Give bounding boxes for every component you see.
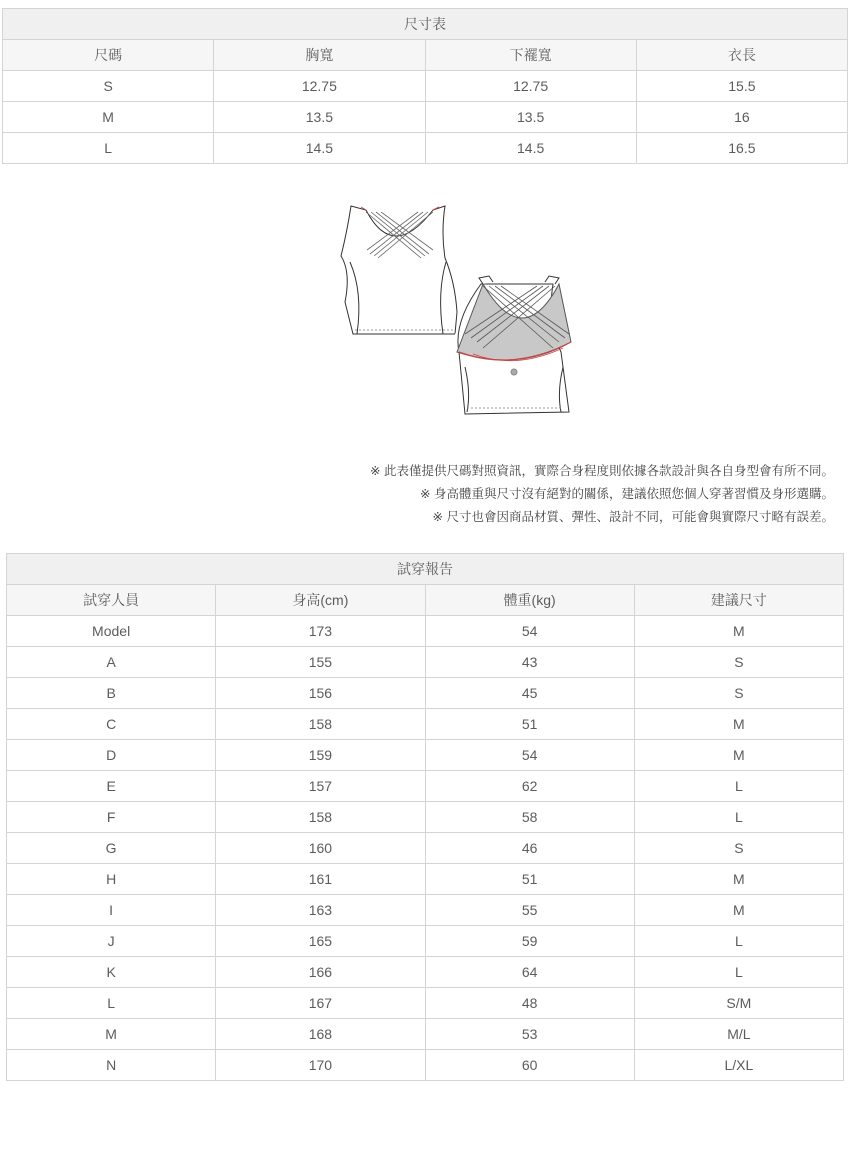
table-cell: E xyxy=(7,771,216,802)
table-cell: 48 xyxy=(425,988,634,1019)
header-size: 尺碼 xyxy=(3,40,214,71)
table-cell: M xyxy=(634,740,843,771)
table-row xyxy=(7,802,844,833)
header-chest-width: 胸寬 xyxy=(214,40,425,71)
table-cell: 161 xyxy=(216,864,425,895)
table-cell: 158 xyxy=(216,802,425,833)
table-row xyxy=(3,102,848,133)
table-cell: 15.5 xyxy=(636,71,847,102)
table-cell: H xyxy=(7,864,216,895)
table-row xyxy=(7,616,844,647)
table-cell: M xyxy=(634,709,843,740)
table-cell: 45 xyxy=(425,678,634,709)
table-cell: 64 xyxy=(425,957,634,988)
table-cell: L xyxy=(7,988,216,1019)
tryon-header-row xyxy=(7,585,844,616)
table-cell: 12.75 xyxy=(214,71,425,102)
table-cell: M/L xyxy=(634,1019,843,1050)
table-cell: M xyxy=(634,616,843,647)
table-cell: 16 xyxy=(636,102,847,133)
table-cell: L xyxy=(634,957,843,988)
table-cell: 14.5 xyxy=(214,133,425,164)
table-cell: M xyxy=(7,1019,216,1050)
table-cell: 16.5 xyxy=(636,133,847,164)
table-cell: 13.5 xyxy=(214,102,425,133)
size-notes xyxy=(370,460,834,529)
table-row xyxy=(7,1019,844,1050)
size-chart-header-row xyxy=(3,40,848,71)
table-cell: 14.5 xyxy=(425,133,636,164)
table-cell: 54 xyxy=(425,616,634,647)
table-cell: S xyxy=(3,71,214,102)
table-cell: 53 xyxy=(425,1019,634,1050)
table-cell: 166 xyxy=(216,957,425,988)
table-cell: I xyxy=(7,895,216,926)
tryon-title: 試穿報告 xyxy=(7,554,844,585)
table-cell: 155 xyxy=(216,647,425,678)
size-chart-table xyxy=(2,8,848,164)
table-cell: 165 xyxy=(216,926,425,957)
table-cell: Model xyxy=(7,616,216,647)
table-cell: L xyxy=(634,926,843,957)
table-row xyxy=(7,709,844,740)
table-cell: C xyxy=(7,709,216,740)
table-cell: 51 xyxy=(425,864,634,895)
table-row xyxy=(7,678,844,709)
sports-bra-front-back-icon xyxy=(333,202,575,416)
note-line: ※ 尺寸也會因商品材質、彈性、設計不同，可能會與實際尺寸略有誤差。 xyxy=(432,510,834,524)
table-cell: 46 xyxy=(425,833,634,864)
table-row xyxy=(7,895,844,926)
table-cell: 59 xyxy=(425,926,634,957)
table-cell: 55 xyxy=(425,895,634,926)
tryon-report-table xyxy=(6,553,844,1081)
table-cell: K xyxy=(7,957,216,988)
size-chart-title: 尺寸表 xyxy=(3,9,848,40)
table-cell: 158 xyxy=(216,709,425,740)
table-cell: L xyxy=(634,771,843,802)
header-height: 身高(cm) xyxy=(216,585,425,616)
table-cell: F xyxy=(7,802,216,833)
table-row xyxy=(7,864,844,895)
table-cell: 163 xyxy=(216,895,425,926)
table-cell: A xyxy=(7,647,216,678)
table-row xyxy=(7,988,844,1019)
table-cell: 51 xyxy=(425,709,634,740)
table-cell: L/XL xyxy=(634,1050,843,1081)
table-cell: 43 xyxy=(425,647,634,678)
table-cell: L xyxy=(3,133,214,164)
table-cell: G xyxy=(7,833,216,864)
table-cell: M xyxy=(634,895,843,926)
table-cell: N xyxy=(7,1050,216,1081)
table-cell: 13.5 xyxy=(425,102,636,133)
table-row xyxy=(3,71,848,102)
header-hem-width: 下襬寬 xyxy=(425,40,636,71)
table-cell: 156 xyxy=(216,678,425,709)
table-row xyxy=(3,133,848,164)
table-row xyxy=(7,647,844,678)
table-cell: L xyxy=(634,802,843,833)
table-cell: 12.75 xyxy=(425,71,636,102)
table-cell: 58 xyxy=(425,802,634,833)
table-row xyxy=(7,740,844,771)
table-cell: B xyxy=(7,678,216,709)
table-row xyxy=(7,833,844,864)
table-row xyxy=(7,957,844,988)
table-cell: S xyxy=(634,647,843,678)
table-cell: 157 xyxy=(216,771,425,802)
header-weight: 體重(kg) xyxy=(425,585,634,616)
table-cell: S xyxy=(634,678,843,709)
header-tester: 試穿人員 xyxy=(7,585,216,616)
table-cell: J xyxy=(7,926,216,957)
table-cell: 167 xyxy=(216,988,425,1019)
table-cell: 173 xyxy=(216,616,425,647)
garment-front-view xyxy=(341,206,457,334)
table-cell: 159 xyxy=(216,740,425,771)
table-cell: 60 xyxy=(425,1050,634,1081)
table-cell: M xyxy=(3,102,214,133)
table-row xyxy=(7,926,844,957)
table-cell: 170 xyxy=(216,1050,425,1081)
table-cell: S xyxy=(634,833,843,864)
table-cell: 160 xyxy=(216,833,425,864)
table-cell: 54 xyxy=(425,740,634,771)
note-line: ※ 此表僅提供尺碼對照資訊，實際合身程度則依據各款設計與各自身型會有所不同。 xyxy=(370,464,834,478)
table-row xyxy=(7,771,844,802)
table-cell: S/M xyxy=(634,988,843,1019)
table-cell: 62 xyxy=(425,771,634,802)
table-cell: 168 xyxy=(216,1019,425,1050)
tryon-title-row xyxy=(7,554,844,585)
table-row xyxy=(7,1050,844,1081)
header-recommended-size: 建議尺寸 xyxy=(634,585,843,616)
table-cell: M xyxy=(634,864,843,895)
table-cell: D xyxy=(7,740,216,771)
header-length: 衣長 xyxy=(636,40,847,71)
garment-back-view xyxy=(455,276,571,414)
note-line: ※ 身高體重與尺寸沒有絕對的關係，建議依照您個人穿著習慣及身形選購。 xyxy=(420,487,834,501)
size-chart-title-row xyxy=(3,9,848,40)
